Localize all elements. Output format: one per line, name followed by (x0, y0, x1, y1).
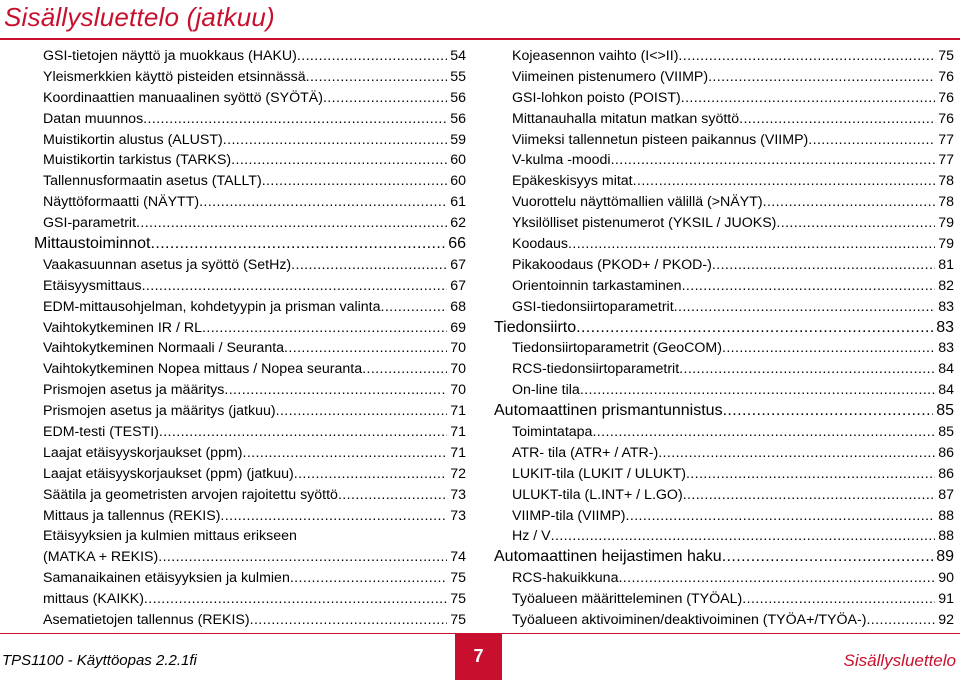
toc-entry[interactable]: Tallennusformaatin asetus (TALLT) ..... 60 (43, 171, 466, 192)
toc-entry[interactable]: Asematietojen tallennus (REKIS) ..... 75 (43, 610, 466, 631)
toc-section-heading[interactable]: Automaattinen heijastimen haku ..... 89 (494, 547, 954, 568)
toc-entry[interactable]: GSI-tiedonsiirtoparametrit ..... 83 (512, 297, 954, 318)
toc-entry[interactable]: Vaakasuunnan asetus ja syöttö (SetHz) ..... 67 (43, 255, 466, 276)
toc-entry[interactable]: Prismojen asetus ja määritys (jatkuu) ..... 71 (43, 401, 466, 422)
toc-entry[interactable]: GSI-lohkon poisto (POIST) ..... 76 (512, 88, 954, 109)
toc-entry[interactable]: Prismojen asetus ja määritys ..... 70 (43, 380, 466, 401)
toc-entry[interactable]: Työalueen aktivoiminen/deaktivoiminen (TYÖA+/TYÖA-) ..... 92 (512, 610, 954, 631)
toc-entry[interactable]: Koodaus ..... 79 (512, 234, 954, 255)
toc-entry[interactable]: Viimeinen pistenumero (VIIMP) ..... 76 (512, 67, 954, 88)
toc-entry[interactable]: Vuorottelu näyttömallien välillä (>NÄYT) ..... 78 (512, 192, 954, 213)
toc-entry[interactable]: Vaihtokytkeminen Normaali / Seuranta ..... 70 (43, 338, 466, 359)
toc-entry[interactable]: Pikakoodaus (PKOD+ / PKOD-) ..... 81 (512, 255, 954, 276)
toc-entry[interactable]: Vaihtokytkeminen Nopea mittaus / Nopea seuranta ..... 70 (43, 359, 466, 380)
toc-entry[interactable]: V-kulma -moodi ..... 77 (512, 150, 954, 171)
toc-entry[interactable]: Hz / V ..... 88 (512, 526, 954, 547)
toc-entry[interactable]: GSI-tietojen näyttö ja muokkaus (HAKU) ..... 54 (43, 46, 466, 67)
toc-entry[interactable]: Toimintatapa ..... 85 (512, 422, 954, 443)
toc-entry[interactable]: Epäkeskisyys mitat ..... 78 (512, 171, 954, 192)
toc-section-heading[interactable]: Automaattinen prismantunnistus ..... 85 (494, 401, 954, 422)
toc-entry[interactable]: RCS-tiedonsiirtoparametrit ..... 84 (512, 359, 954, 380)
page-title: Sisällysluettelo (jatkuu) (4, 2, 275, 32)
toc-entry[interactable]: ATR- tila (ATR+ / ATR-) ..... 86 (512, 443, 954, 464)
page-number: 7 (455, 633, 502, 680)
toc-entry[interactable]: On-line tila ..... 84 (512, 380, 954, 401)
toc-entry[interactable]: Mittanauhalla mitatun matkan syöttö ..... 76 (512, 109, 954, 130)
toc-entry[interactable]: mittaus (KAIKK) ..... 75 (43, 589, 466, 610)
toc-entry[interactable]: Muistikortin tarkistus (TARKS) ..... 60 (43, 150, 466, 171)
toc-entry[interactable]: Mittaus ja tallennus (REKIS) ..... 73 (43, 506, 466, 527)
toc-entry[interactable]: ULUKT-tila (L.INT+ / L.GO) ..... 87 (512, 485, 954, 506)
toc-entry[interactable]: Etäisyyksien ja kulmien mittaus erikseen (MATKA + REKIS) ..... 74 (43, 526, 466, 568)
title-divider (0, 38, 960, 40)
toc-entry[interactable]: Etäisyysmittaus ..... 67 (43, 276, 466, 297)
toc-section-heading[interactable]: Mittaustoiminnot ..... 66 (34, 234, 466, 255)
toc-entry[interactable]: LUKIT-tila (LUKIT / ULUKT) ..... 86 (512, 464, 954, 485)
toc-entry[interactable]: VIIMP-tila (VIIMP) ..... 88 (512, 506, 954, 527)
toc-entry[interactable]: EDM-testi (TESTI) ..... 71 (43, 422, 466, 443)
toc-entry[interactable]: Datan muunnos ..... 56 (43, 109, 466, 130)
toc-right-column (494, 46, 954, 631)
toc-entry[interactable]: Vaihtokytkeminen IR / RL ..... 69 (43, 318, 466, 339)
toc-entry[interactable]: Säätila ja geometristen arvojen rajoitettu syöttö ..... 73 (43, 485, 466, 506)
toc-entry[interactable]: Yleismerkkien käyttö pisteiden etsinnässä ..... 55 (43, 67, 466, 88)
toc-entry[interactable]: Tiedonsiirtoparametrit (GeoCOM) ..... 83 (512, 338, 954, 359)
toc-entry[interactable]: Kojeasennon vaihto (I<>II) ..... 75 (512, 46, 954, 67)
toc-entry[interactable]: Samanaikainen etäisyyksien ja kulmien ..... 75 (43, 568, 466, 589)
toc-entry[interactable]: Muistikortin alustus (ALUST) ..... 59 (43, 130, 466, 151)
toc-entry[interactable]: Koordinaattien manuaalinen syöttö (SYÖTÄ) ..... 56 (43, 88, 466, 109)
toc-entry[interactable]: EDM-mittausohjelman, kohdetyypin ja prisman valinta ..... 68 (43, 297, 466, 318)
toc-entry[interactable]: Näyttöformaatti (NÄYTT) ..... 61 (43, 192, 466, 213)
section-name: Sisällysluettelo (843, 651, 956, 670)
toc-entry[interactable]: Laajat etäisyyskorjaukset (ppm) (jatkuu) ..... 72 (43, 464, 466, 485)
toc-entry[interactable]: Työalueen määritteleminen (TYÖAL) ..... 91 (512, 589, 954, 610)
toc-entry[interactable]: GSI-parametrit ..... 62 (43, 213, 466, 234)
toc-entry[interactable]: Viimeksi tallennetun pisteen paikannus (VIIMP) ..... 77 (512, 130, 954, 151)
toc-left-column (34, 46, 466, 631)
manual-name: TPS1100 - Käyttöopas 2.2.1fi (2, 652, 197, 669)
toc-entry[interactable]: Yksilölliset pistenumerot (YKSIL / JUOKS) ..... 79 (512, 213, 954, 234)
toc-entry[interactable]: RCS-hakuikkuna ..... 90 (512, 568, 954, 589)
toc-section-heading[interactable]: Tiedonsiirto ..... 83 (494, 318, 954, 339)
toc-entry[interactable]: Orientoinnin tarkastaminen ..... 82 (512, 276, 954, 297)
toc-entry[interactable]: Laajat etäisyyskorjaukset (ppm) ..... 71 (43, 443, 466, 464)
